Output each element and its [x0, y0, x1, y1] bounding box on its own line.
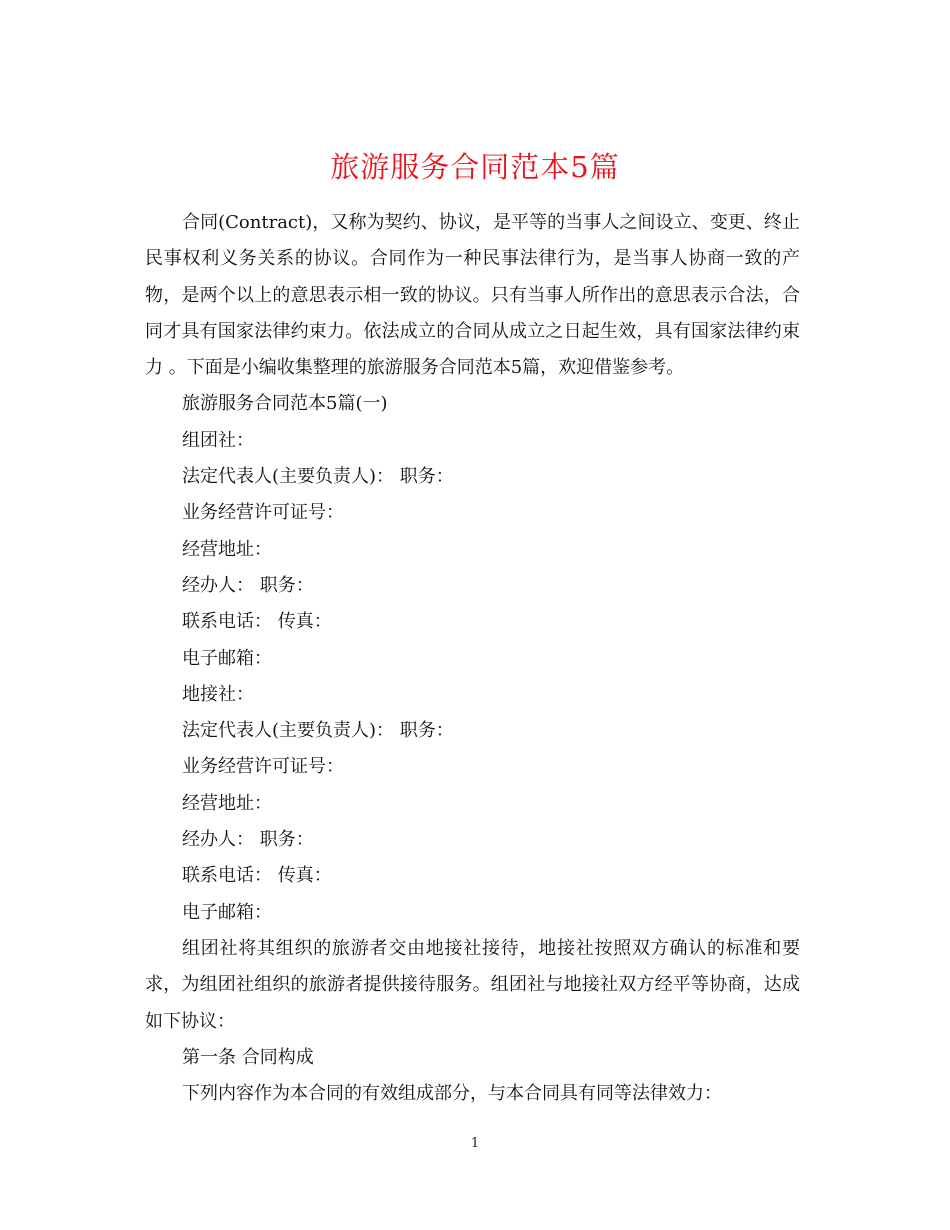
page-number: 1 — [470, 1136, 480, 1151]
field-organizer-representative: 法定代表人(主要负责人)： 职务： — [182, 466, 454, 488]
field-local-handler: 经办人： 职务： — [182, 829, 314, 851]
field-organizer-license: 业务经营许可证号： — [182, 502, 344, 524]
document-body — [145, 205, 800, 1112]
document-title: 旅游服务合同范本5篇 — [330, 150, 620, 185]
paragraph-article-content: 下列内容作为本合同的有效组成部分，与本合同具有同等法律效力： — [182, 1083, 722, 1105]
article-heading: 第一条 合同构成 — [182, 1046, 314, 1068]
field-local-phone: 联系电话： 传真： — [182, 865, 332, 887]
field-local-address: 经营地址： — [182, 792, 272, 814]
paragraph-agreement: 组团社将其组织的旅游者交由地接社接待，地接社按照双方确认的标准和要求，为组团社组织的旅游者提供接待服务。组团社与地接社双方经平等协商，达成如下协议： — [145, 937, 800, 1032]
field-organizer: 组团社： — [182, 429, 254, 451]
paragraph-intro: 合同(Contract)，又称为契约、协议，是平等的当事人之间设立、变更、终止民事权利义务关系的协议。合同作为一种民事法律行为，是当事人协商一致的产物，是两个以上的意思表示相一致的协议。只有当事人所作出的意思表示合法，合同才具有国家法律约束力。依法成立的合同从成立之日起生效，具有国家法律约束力 。下面是小编收集整理的旅游服务合同范本5篇，欢迎借鉴参考。 — [145, 212, 800, 379]
field-local-license: 业务经营许可证号： — [182, 756, 344, 778]
field-organizer-phone: 联系电话： 传真： — [182, 611, 332, 633]
field-organizer-handler: 经办人： 职务： — [182, 574, 314, 596]
field-local-representative: 法定代表人(主要负责人)： 职务： — [182, 720, 454, 742]
field-organizer-email: 电子邮箱： — [182, 647, 272, 669]
field-local-email: 电子邮箱： — [182, 901, 272, 923]
field-organizer-address: 经营地址： — [182, 538, 272, 560]
paragraph-section-heading: 旅游服务合同范本5篇(一) — [182, 393, 388, 415]
field-local-agency: 地接社： — [182, 683, 254, 705]
